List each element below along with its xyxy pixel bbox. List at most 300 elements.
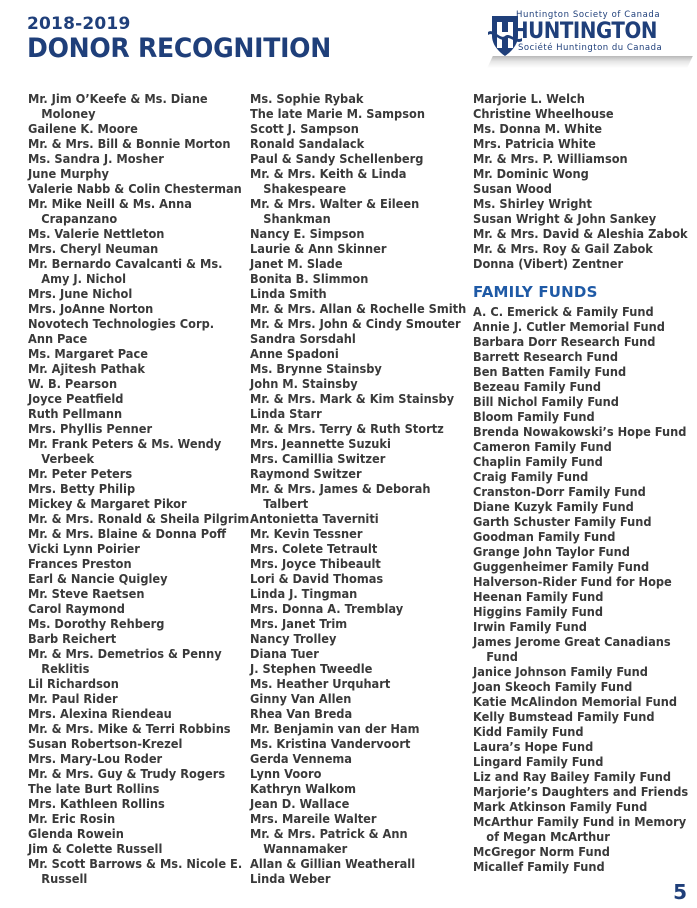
entry-line: Russell [41, 872, 88, 886]
entry-line: Lynn Vooro [250, 767, 322, 781]
donor-entry [250, 422, 459, 437]
donor-entry [473, 455, 684, 470]
donor-entry [473, 440, 684, 455]
donor-entry [473, 425, 687, 440]
entry-line: Mr. & Mrs. Bill & Bonnie Morton [28, 137, 231, 151]
donor-entry [28, 482, 235, 497]
donor-entry [250, 482, 459, 512]
entry-line: Ms. Donna M. White [473, 122, 603, 136]
donor-entry [473, 770, 684, 785]
donor-entry [28, 152, 235, 167]
family-funds-heading: FAMILY FUNDS [473, 283, 598, 301]
donor-entry [28, 647, 235, 677]
entry-line: Laurie & Ann Skinner [250, 242, 387, 256]
donor-entry [473, 137, 684, 152]
donor-entry [250, 857, 459, 872]
donor-entry [473, 305, 684, 320]
entry-line: A. C. Emerick & Family Fund [473, 305, 654, 319]
donor-entry [28, 677, 235, 692]
entry-line: Mr. Dominic Wong [473, 167, 589, 181]
entry-line: Ruth Pellmann [28, 407, 123, 421]
entry-line: Ms. Heather Urquhart [250, 677, 391, 691]
entry-line: Bonita B. Slimmon [250, 272, 369, 286]
donor-entry [473, 725, 684, 740]
entry-line: Marjorie L. Welch [473, 92, 585, 106]
entry-line: Mr. & Mrs. Blaine & Donna Poff [28, 527, 227, 541]
donor-entry [28, 752, 235, 767]
entry-line: June Murphy [28, 167, 109, 181]
donor-entry [250, 272, 459, 287]
donor-entry [473, 182, 684, 197]
entry-line: Mrs. Cheryl Neuman [28, 242, 159, 256]
donor-entry [250, 257, 459, 272]
donor-entry [28, 332, 235, 347]
donor-entry [28, 707, 235, 722]
entry-line: Mrs. Donna A. Tremblay [250, 602, 404, 616]
donor-entry [473, 410, 684, 425]
entry-line: Micallef Family Fund [473, 860, 605, 874]
entry-line: The late Burt Rollins [28, 782, 160, 796]
donor-entry [28, 572, 235, 587]
donor-entry [250, 827, 459, 857]
entry-line: Brenda Nowakowski’s Hope Fund [473, 425, 687, 439]
entry-line: Mr. & Mrs. Terry & Ruth Stortz [250, 422, 444, 436]
donor-entry [28, 827, 235, 842]
donor-entry [28, 227, 235, 242]
entry-line: Mrs. Jeannette Suzuki [250, 437, 391, 451]
entry-line: Nancy E. Simpson [250, 227, 365, 241]
entry-line: Liz and Ray Bailey Family Fund [473, 770, 672, 784]
entry-line: Cameron Family Fund [473, 440, 612, 454]
entry-line: Lingard Family Fund [473, 755, 604, 769]
donor-entry [473, 560, 684, 575]
donor-entry [473, 740, 684, 755]
entry-line: Craig Family Fund [473, 470, 589, 484]
entry-line: Ms. Valerie Nettleton [28, 227, 165, 241]
donor-column-1 [28, 92, 250, 887]
entry-line: Shankman [263, 212, 331, 226]
entry-line: Jean D. Wallace [250, 797, 350, 811]
donor-entry [250, 707, 459, 722]
entry-line: Mr. Frank Peters & Ms. Wendy [28, 437, 222, 451]
donor-entry [28, 437, 235, 467]
entry-line: Annie J. Cutler Memorial Fund [473, 320, 665, 334]
entry-line: Mr. Eric Rosin [28, 812, 116, 826]
entry-line: Mr. Peter Peters [28, 467, 133, 481]
entry-line: Jim & Colette Russell [28, 842, 163, 856]
donor-entry [28, 197, 235, 227]
donor-entry [28, 242, 235, 257]
entry-line: Amy J. Nichol [41, 272, 127, 286]
entry-line: Mr. Benjamin van der Ham [250, 722, 420, 736]
donor-entry [473, 800, 684, 815]
donor-entry [250, 527, 459, 542]
entry-line: Linda J. Tingman [250, 587, 358, 601]
donor-entry [28, 302, 235, 317]
entry-line: Marjorie’s Daughters and Friends [473, 785, 689, 799]
donor-entry [250, 797, 459, 812]
entry-line: Mr. Scott Barrows & Ms. Nicole E. [28, 857, 243, 871]
entry-line: Barb Reichert [28, 632, 117, 646]
entry-line: Barbara Dorr Research Fund [473, 335, 656, 349]
entry-line: Carol Raymond [28, 602, 125, 616]
donor-entry [473, 350, 684, 365]
entry-line: Moloney [41, 107, 96, 121]
donor-entry [250, 197, 459, 227]
donor-entry [250, 557, 459, 572]
entry-line: W. B. Pearson [28, 377, 118, 391]
donor-entry [28, 857, 243, 887]
donor-entry [250, 872, 459, 887]
donor-entry [28, 512, 250, 527]
donor-entry [473, 257, 684, 272]
entry-line: Mrs. June Nichol [28, 287, 133, 301]
donor-entry [473, 500, 684, 515]
entry-line: Joyce Peatfield [28, 392, 124, 406]
donor-entry [473, 212, 684, 227]
donor-entry [250, 692, 459, 707]
donor-entry [28, 812, 235, 827]
donor-entry [28, 767, 235, 782]
donor-entry [473, 515, 684, 530]
donor-entry [250, 317, 459, 332]
entry-line: Lori & David Thomas [250, 572, 384, 586]
entry-line: Mrs. Patricia White [473, 137, 596, 151]
entry-line: McGregor Norm Fund [473, 845, 610, 859]
entry-line: Anne Spadoni [250, 347, 339, 361]
entry-line: Talbert [263, 497, 309, 511]
donor-entry [473, 530, 684, 545]
entry-line: Reklitis [41, 662, 90, 676]
donor-entry [250, 242, 459, 257]
donor-entry [28, 287, 235, 302]
entry-line: Mr. & Mrs. David & Aleshia Zabok [473, 227, 688, 241]
donor-entry [28, 422, 235, 437]
donor-entry [473, 785, 689, 800]
entry-line: Mr. & Mrs. Mike & Terri Robbins [28, 722, 231, 736]
donor-entry [28, 632, 235, 647]
donor-entry [473, 92, 684, 107]
entry-line: Grange John Taylor Fund [473, 545, 630, 559]
donor-entry [250, 812, 459, 827]
entry-line: Mr. & Mrs. Demetrios & Penny [28, 647, 222, 661]
donor-entry [473, 395, 684, 410]
entry-line: Wannamaker [263, 842, 348, 856]
donor-entry [250, 227, 459, 242]
entry-line: Mrs. Kathleen Rollins [28, 797, 165, 811]
header-year: 2018-2019 [27, 14, 131, 34]
entry-line: Bill Nichol Family Fund [473, 395, 619, 409]
entry-line: of Megan McArthur [486, 830, 610, 844]
donor-entry [250, 407, 459, 422]
donor-entry [250, 137, 459, 152]
entry-line: Cranston-Dorr Family Fund [473, 485, 646, 499]
donor-entry [473, 242, 684, 257]
donor-entry [28, 602, 235, 617]
entry-line: Mr. & Mrs. Ronald & Sheila Pilgrim [28, 512, 250, 526]
donor-entry [473, 665, 684, 680]
entry-line: Paul & Sandy Schellenberg [250, 152, 424, 166]
donor-entry [473, 635, 684, 665]
entry-line: Mrs. Mary-Lou Roder [28, 752, 163, 766]
entry-line: Ronald Sandalack [250, 137, 365, 151]
entry-line: Ms. Margaret Pace [28, 347, 148, 361]
donor-entry [473, 227, 688, 242]
donor-entry [250, 587, 459, 602]
donor-entry [473, 575, 684, 590]
entry-line: Janet M. Slade [250, 257, 343, 271]
donor-entry [28, 722, 235, 737]
donor-entry [28, 377, 235, 392]
donor-entry [250, 437, 459, 452]
donor-entry [28, 797, 235, 812]
donor-entry [473, 545, 684, 560]
entry-line: Mr. & Mrs. Keith & Linda [250, 167, 407, 181]
donor-entry [28, 542, 235, 557]
donor-entry [473, 815, 687, 845]
donor-entry [28, 347, 235, 362]
entry-line: Raymond Switzer [250, 467, 362, 481]
donor-entry [28, 167, 235, 182]
donor-entry [28, 527, 235, 542]
entry-line: Kidd Family Fund [473, 725, 584, 739]
entry-line: Mrs. Joyce Thibeault [250, 557, 381, 571]
donor-column-2 [250, 92, 470, 887]
donor-entry [473, 197, 684, 212]
entry-line: Linda Weber [250, 872, 331, 886]
donor-entry [473, 167, 684, 182]
entry-line: Mr. & Mrs. John & Cindy Smouter [250, 317, 461, 331]
entry-line: Ms. Sandra J. Mosher [28, 152, 164, 166]
entry-line: Mr. Ajitesh Pathak [28, 362, 145, 376]
entry-line: Ginny Van Allen [250, 692, 352, 706]
donor-entry [28, 842, 235, 857]
donor-entry [250, 512, 459, 527]
entry-line: Gailene K. Moore [28, 122, 138, 136]
donor-entry [250, 107, 459, 122]
donor-entry [28, 467, 235, 482]
entry-line: Mr. & Mrs. P. Williamson [473, 152, 628, 166]
entry-line: Vicki Lynn Poirier [28, 542, 140, 556]
entry-line: Diana Tuer [250, 647, 319, 661]
entry-line: Mrs. Mareile Walter [250, 812, 377, 826]
entry-line: Mrs. Betty Philip [28, 482, 136, 496]
entry-line: Christine Wheelhouse [473, 107, 614, 121]
entry-line: Mark Atkinson Family Fund [473, 800, 648, 814]
entry-line: Mr. & Mrs. Allan & Rochelle Smith [250, 302, 467, 316]
donor-entry [250, 377, 459, 392]
entry-line: J. Stephen Tweedle [250, 662, 373, 676]
entry-line: Mrs. Janet Trim [250, 617, 348, 631]
entry-line: Susan Wood [473, 182, 552, 196]
donor-entry [28, 587, 235, 602]
donor-entry [473, 107, 684, 122]
donor-entry [473, 845, 684, 860]
page-title: DONOR RECOGNITION [27, 33, 331, 64]
entry-line: John M. Stainsby [250, 377, 358, 391]
donor-entry [250, 602, 459, 617]
donor-column-3 [473, 92, 695, 875]
entry-line: Higgins Family Fund [473, 605, 604, 619]
donor-entry [28, 122, 235, 137]
logo-bottom-line: Société Huntington du Canada [518, 43, 663, 53]
donor-entry [473, 620, 684, 635]
entry-line: Mr. & Mrs. Roy & Gail Zabok [473, 242, 653, 256]
entry-line: Nancy Trolley [250, 632, 337, 646]
donor-entry [28, 737, 235, 752]
entry-line: Mr. & Mrs. James & Deborah [250, 482, 431, 496]
entry-line: Katie McAlindon Memorial Fund [473, 695, 678, 709]
logo-top-line: Huntington Society of Canada [516, 10, 661, 20]
entry-line: Mickey & Margaret Pikor [28, 497, 187, 511]
entry-line: Valerie Nabb & Colin Chesterman [28, 182, 242, 196]
entry-line: James Jerome Great Canadians [473, 635, 671, 649]
donor-entry [250, 572, 459, 587]
entry-line: Mrs. Colete Tetrault [250, 542, 378, 556]
entry-line: Mr. & Mrs. Walter & Eileen [250, 197, 420, 211]
donor-entry [250, 287, 459, 302]
entry-line: Irwin Family Fund [473, 620, 587, 634]
donor-entry [250, 647, 459, 662]
entry-line: Joan Skeoch Family Fund [473, 680, 633, 694]
huntington-logo [488, 8, 693, 66]
entry-line: Ms. Shirley Wright [473, 197, 592, 211]
entry-line: Ms. Sophie Rybak [250, 92, 364, 106]
entry-line: Kelly Bumstead Family Fund [473, 710, 655, 724]
donor-entry [473, 680, 684, 695]
donor-entry [250, 167, 459, 197]
entry-line: Ben Batten Family Fund [473, 365, 627, 379]
donor-entry [250, 542, 459, 557]
donor-entry [250, 767, 459, 782]
donor-entry [28, 617, 235, 632]
entry-line: Bezeau Family Fund [473, 380, 602, 394]
entry-line: Gerda Vennema [250, 752, 353, 766]
donor-entry [28, 257, 235, 287]
entry-line: Mrs. JoAnne Norton [28, 302, 154, 316]
page-number: 5 [673, 880, 687, 904]
entry-line: Bloom Family Fund [473, 410, 595, 424]
entry-line: Lil Richardson [28, 677, 119, 691]
entry-line: Mr. & Mrs. Guy & Trudy Rogers [28, 767, 226, 781]
donor-entry [473, 605, 684, 620]
entry-line: Mrs. Camillia Switzer [250, 452, 386, 466]
donor-entry [473, 380, 684, 395]
entry-line: Mr. Bernardo Cavalcanti & Ms. [28, 257, 223, 271]
entry-line: Mr. & Mrs. Mark & Kim Stainsby [250, 392, 455, 406]
entry-line: Novotech Technologies Corp. [28, 317, 215, 331]
donor-entry [250, 92, 459, 107]
entry-line: Ms. Brynne Stainsby [250, 362, 382, 376]
entry-line: Glenda Rowein [28, 827, 124, 841]
entry-line: Rhea Van Breda [250, 707, 353, 721]
entry-line: Susan Wright & John Sankey [473, 212, 657, 226]
entry-line: Chaplin Family Fund [473, 455, 603, 469]
entry-line: Allan & Gillian Weatherall [250, 857, 416, 871]
entry-line: Mr. Mike Neill & Ms. Anna [28, 197, 192, 211]
donor-entry [250, 752, 459, 767]
donor-entry [473, 470, 684, 485]
entry-line: Linda Smith [250, 287, 327, 301]
donor-entry [250, 152, 459, 167]
entry-line: Mr. Jim O’Keefe & Ms. Diane [28, 92, 208, 106]
entry-line: Garth Schuster Family Fund [473, 515, 652, 529]
entry-line: Fund [486, 650, 518, 664]
donor-entry [250, 467, 459, 482]
entry-line: Mr. Paul Rider [28, 692, 118, 706]
entry-line: Mrs. Alexina Riendeau [28, 707, 172, 721]
entry-line: Mr. Steve Raetsen [28, 587, 145, 601]
entry-line: Crapanzano [41, 212, 118, 226]
entry-line: Heenan Family Fund [473, 590, 604, 604]
donor-entry [28, 392, 235, 407]
entry-line: Mr. Kevin Tessner [250, 527, 363, 541]
donor-entry [473, 860, 684, 875]
donor-entry [250, 722, 459, 737]
donor-entry [250, 737, 459, 752]
donor-entry [473, 710, 684, 725]
donor-entry [28, 317, 235, 332]
donor-entry [28, 782, 235, 797]
donor-entry [28, 692, 235, 707]
donor-entry [250, 347, 459, 362]
entry-line: Donna (Vibert) Zentner [473, 257, 624, 271]
donor-entry [28, 182, 242, 197]
donor-entry [473, 695, 684, 710]
donor-entry [473, 365, 684, 380]
entry-line: Mrs. Phyllis Penner [28, 422, 153, 436]
donor-entry [28, 362, 235, 377]
entry-line: Mr. & Mrs. Patrick & Ann [250, 827, 408, 841]
donor-entry [250, 122, 459, 137]
entry-line: Earl & Nancie Quigley [28, 572, 168, 586]
entry-line: Goodman Family Fund [473, 530, 616, 544]
donor-entry [473, 755, 684, 770]
entry-line: Kathryn Walkom [250, 782, 356, 796]
entry-line: Ann Pace [28, 332, 88, 346]
family-funds-list [473, 305, 695, 875]
entry-line: Ms. Dorothy Rehberg [28, 617, 165, 631]
donor-entry [28, 137, 235, 152]
donor-entry [473, 590, 684, 605]
entry-line: Shakespeare [263, 182, 347, 196]
entry-line: Verbeek [41, 452, 95, 466]
donor-entry [250, 332, 459, 347]
entry-line: Linda Starr [250, 407, 322, 421]
entry-line: Antonietta Taverniti [250, 512, 379, 526]
donor-entry [28, 557, 235, 572]
entry-line: Guggenheimer Family Fund [473, 560, 650, 574]
entry-line: Halverson-Rider Fund for Hope [473, 575, 672, 589]
donor-entry [28, 407, 235, 422]
donor-entry [250, 362, 459, 377]
donor-entry [250, 632, 459, 647]
donor-entry [473, 320, 684, 335]
donor-entry [250, 782, 459, 797]
entry-line: Frances Preston [28, 557, 132, 571]
donor-entry [473, 335, 684, 350]
donor-entry [250, 617, 459, 632]
donor-entry [250, 452, 459, 467]
entry-line: Scott J. Sampson [250, 122, 359, 136]
donor-entry [473, 122, 684, 137]
donor-entry [28, 92, 235, 122]
entry-line: Susan Robertson-Krezel [28, 737, 183, 751]
donor-list-3 [473, 92, 695, 272]
entry-line: Barrett Research Fund [473, 350, 619, 364]
entry-line: Janice Johnson Family Fund [473, 665, 648, 679]
donor-entry [473, 485, 684, 500]
